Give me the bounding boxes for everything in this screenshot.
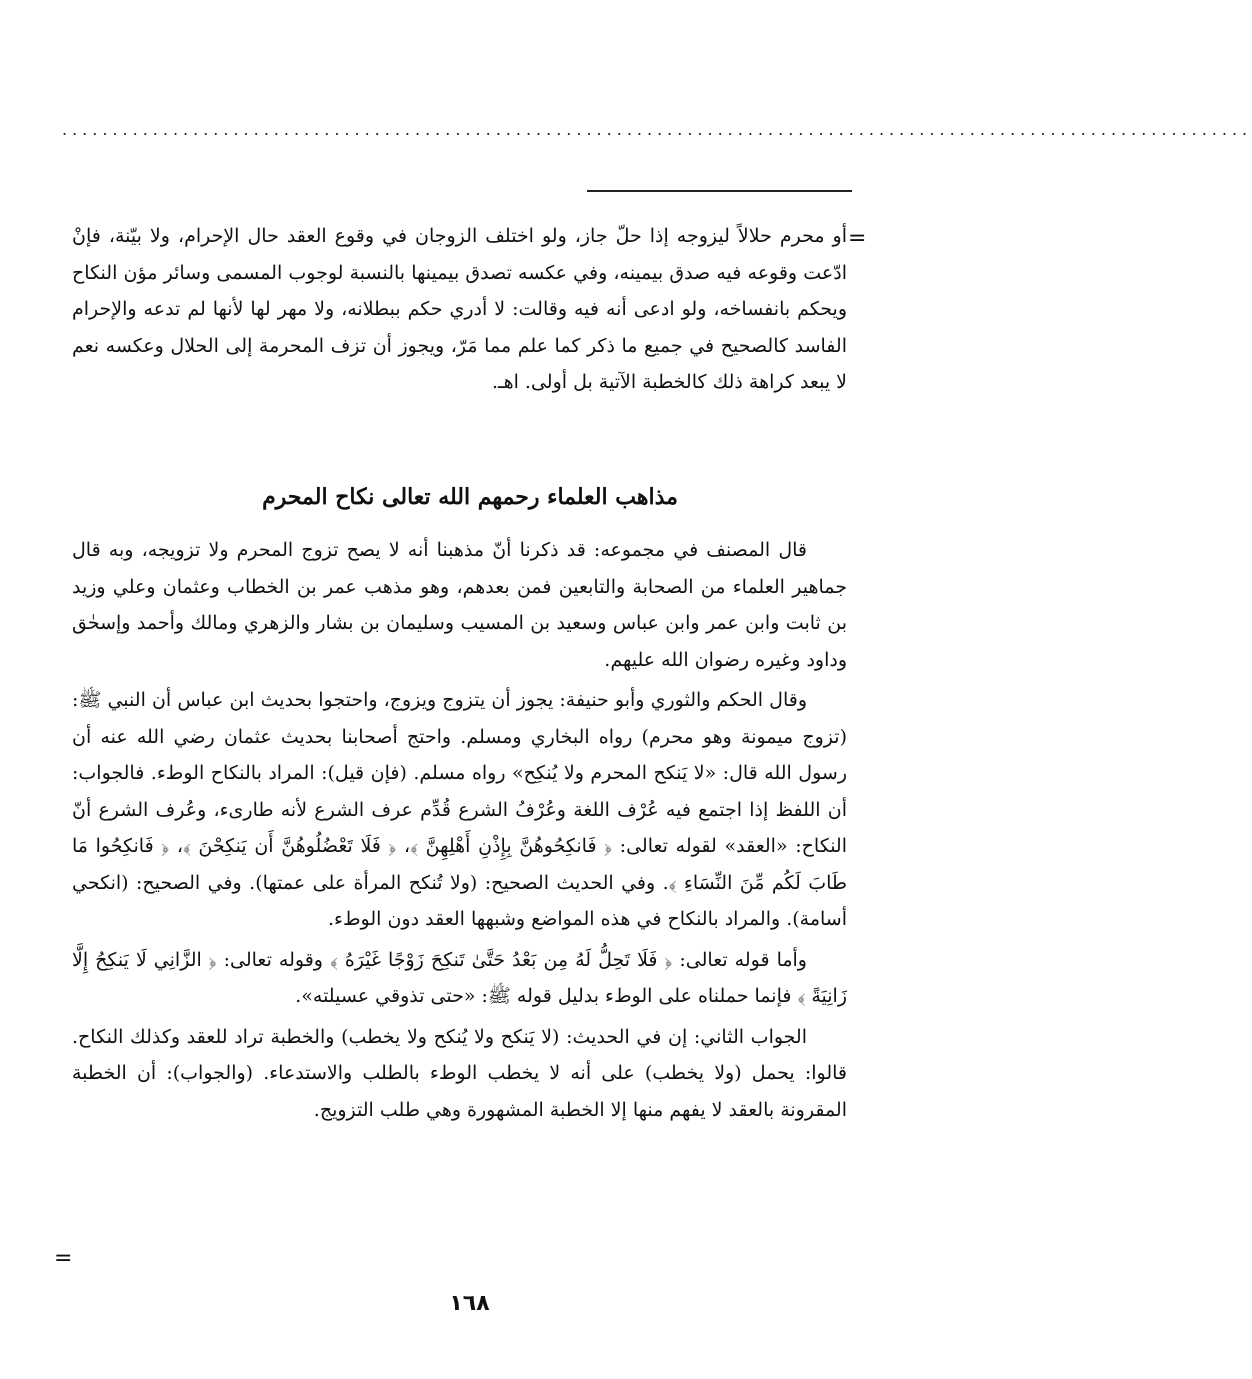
footnote-paragraph: أو محرم حلالاً ليزوجه إذا حلّ جاز، ولو اختلف الزوجان في وقوع العقد حال الإحرام، ولا بيّنة، فإنْ ادّعت وقوعه فيه صدق بيمينه، وفي عكسه تصدق بيمينها بالنسبة لوجوب المسمى وسائر مؤن النكاح ويحكم بانفساخه، ولو ادعى أنه فيه وقالت: لا أدري حكم ببطلانه، ولا مهر لها لأنها لم تدعه والإحرام الفاسد كالصحيح في جميع ما ذكر كما علم مما مَرّ، ويجوز أن تزف المحرمة إلى الحلال وعكسه نعم لا يبعد كراهة ذلك كالخطبة الآتية بل أولى. اهـ.	[72, 225, 847, 393]
page-number: ١٦٨	[449, 1291, 490, 1316]
section-heading: مذاهب العلماء رحمهم الله تعالى نكاح المحرم	[262, 484, 678, 510]
paragraph: وأما قوله تعالى: ﴿ فَلَا تَحِلُّ لَهُ مِن بَعْدُ حَتَّىٰ تَنكِحَ زَوْجًا غَيْرَهُ ﴾ وقوله تعالى: ﴿ الزَّانِي لَا يَنكِحُ إِلَّا زَانِيَةً ﴾ فإنما حملناه على الوطء بدليل قوله ﷺ: «حتى تذوقي عسيلته».	[72, 948, 847, 1007]
paragraph: قال المصنف في مجموعه: قد ذكرنا أنّ مذهبنا أنه لا يصح تزوج المحرم ولا تزويجه، وبه قال جماهير العلماء من الصحابة والتابعين فمن بعدهم، وهو مذهب عمر بن الخطاب وعثمان وعلي وزيد بن ثابت وابن عمر وابن عباس وسعيد بن المسيب وسليمان بن بشار والزهري ومالك وأحمد وإسحٰق وداود وغيره رضوان الله عليهم.	[72, 539, 847, 671]
paragraph: وقال الحكم والثوري وأبو حنيفة: يجوز أن يتزوج ويزوج، واحتجوا بحديث ابن عباس أن النبي ﷺ: (تزوج ميمونة وهو محرم) رواه البخاري ومسلم. واحتج أصحابنا بحديث عثمان رضي الله عنه أن رسول الله قال: «لا يَنكح المحرم ولا يُنكِح» رواه مسلم. (فإن قيل): المراد بالنكاح الوطء. فالجواب: أن اللفظ إذا اجتمع فيه عُرْف اللغة وعُرْفُ الشرع قُدِّم عرف الشرع لأنه طارىء، وعُرف الشرع أنّ النكاح: «العقد» لقوله تعالى: ﴿ فَانكِحُوهُنَّ بِإِذْنِ أَهْلِهِنَّ ﴾، ﴿ فَلَا تَعْضُلُوهُنَّ أَن يَنكِحْنَ ﴾، ﴿ فَانكِحُوا مَا طَابَ لَكُم مِّنَ النِّسَاءِ ﴾. وفي الحديث الصحيح: (ولا تُنكح المرأة على عمتها). وفي الصحيح: (انكحي أسامة). والمراد بالنكاح في هذه المواضع وشبهها العقد دون الوطء.	[72, 689, 847, 930]
footnote-text	[72, 218, 847, 401]
bottom-continuation-mark: =	[54, 1246, 73, 1271]
separator-dots: ......................................................................................................................	[62, 120, 1252, 139]
footnote-rule	[587, 190, 852, 192]
body-text	[72, 532, 847, 1128]
paragraph: الجواب الثاني: إن في الحديث: (لا يَنكح ولا يُنكح ولا يخطب) والخطبة تراد للعقد وكذلك النكاح. قالوا: يحمل (ولا يخطب) على أنه لا يخطب الوطء بالطلب والاستدعاء. (والجواب): أن الخطبة المقرونة بالعقد لا يفهم منها إلا الخطبة المشهورة وهي طلب التزويج.	[72, 1025, 847, 1121]
continuation-mark: =	[848, 226, 867, 251]
